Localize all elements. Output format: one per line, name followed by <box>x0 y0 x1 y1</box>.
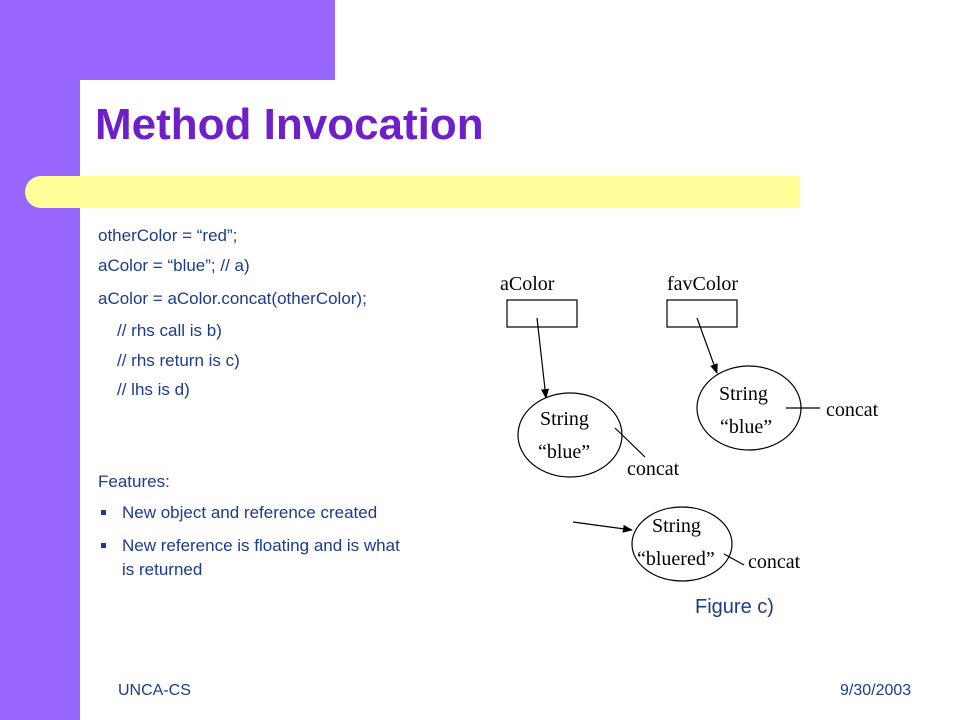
obj-blue-value: “blue” <box>538 441 591 463</box>
code-line-3: aColor = aColor.concat(otherColor); <box>98 289 367 308</box>
obj-fav-method: concat <box>826 399 879 421</box>
ref-box-favcolor <box>667 300 737 327</box>
acolor-pointer-arrow <box>537 318 546 398</box>
figure-caption: Figure c) <box>695 596 774 618</box>
code-comment-1: // rhs call is b) <box>117 321 222 340</box>
footer-date: 9/30/2003 <box>840 682 912 699</box>
bullet-item-1: New object and reference created <box>122 503 378 522</box>
ref-label-favcolor: favColor <box>667 273 739 295</box>
ref-label-acolor: aColor <box>500 273 555 295</box>
features-heading: Features: <box>98 472 170 491</box>
code-comment-3: // lhs is d) <box>117 380 190 399</box>
obj-new-method: concat <box>748 551 801 573</box>
code-line-2: aColor = “blue”; // a) <box>98 256 250 275</box>
obj-blue-type: String <box>540 408 589 430</box>
bullet-item-2-continuation: is returned <box>122 560 203 579</box>
ref-box-acolor <box>507 300 577 327</box>
slide-title: Method Invocation <box>95 100 484 149</box>
obj-fav-type: String <box>719 383 768 405</box>
obj-blue-method: concat <box>627 458 680 480</box>
code-comment-2: // rhs return is c) <box>117 351 240 370</box>
footer-org: UNCA-CS <box>118 682 191 699</box>
obj-new-value: “bluered” <box>637 548 715 570</box>
obj-fav-value: “blue” <box>720 416 773 438</box>
bullet-item-2: New reference is floating and is what <box>122 536 400 555</box>
obj-new-type: String <box>652 515 701 537</box>
floating-reference-arrow <box>573 522 632 530</box>
code-line-1: otherColor = “red”; <box>98 226 238 245</box>
string-object-blue <box>518 393 622 477</box>
